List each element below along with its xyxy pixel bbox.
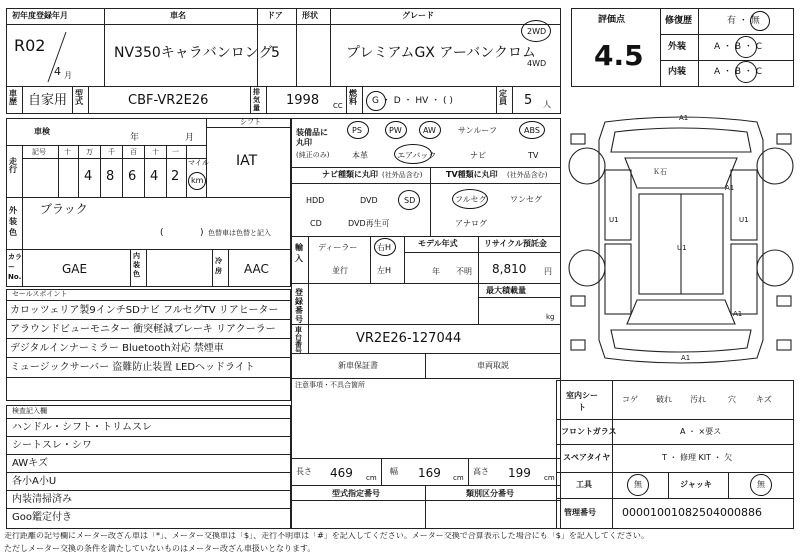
digit-header-4: 百 [130,148,137,156]
max-load-label: 最大積載量 [486,286,526,295]
inspection-year-unit: 年 [130,133,140,143]
mgmt-value: 00001001082504000886 [622,506,762,519]
equip-leather: 本革 [352,151,368,160]
drive-4wd: 4WD [527,59,547,68]
type-cert-label: 型式指定番号 [332,489,380,498]
mgmt-label: 管理番号 [564,508,596,517]
sales-point-line-2: アラウンドビューモニター 衝突軽減ブレーキ リアクーラー [10,324,276,335]
code-value: GAE [62,262,88,276]
shift-value: IAT [236,153,258,169]
interior-color-label: 内装色 [133,252,140,278]
chassis-value: VR2E26-127044 [356,331,462,346]
restore-options: 有 ・ 無 [727,16,760,26]
digit-3: 4 [150,169,159,184]
digit-header-1: 十 [64,148,71,156]
notes-table [291,378,561,459]
width-unit: cm [453,474,464,482]
mark-u1-right: U1 [739,216,749,224]
model-year-unit: 年 [432,267,440,276]
footer-line-1: 走行距離の記号欄にメーター改ざん車は「*」、メーター交換車は「$」、走行不明車は「#」を記入してください。メーター交換で合算表示した場合にも「$」を記入してください。 [4,532,649,540]
model-year-label: モデル年式 [418,239,458,248]
km-label: km [191,176,204,185]
grade-value: プレミアムGX アーバンクロム [346,45,536,61]
capacity-value: 5 [524,93,533,108]
equip-tv: TV [528,151,539,160]
spare-label: スペアタイヤ [563,453,611,462]
length-label: 長さ [296,467,312,476]
inspector-line-3: AWキズ [12,458,48,469]
model-value: CBF-VR2E26 [128,93,209,108]
digit-header-2: 万 [86,148,93,156]
color-label: 外装色 [9,206,17,237]
inspector-label: 検査記入欄 [12,407,47,415]
width-value: 169 [418,466,441,480]
inspection-label: 車検 [34,127,50,136]
glass-label: フロントガラス [561,427,617,436]
door-value: 5 [271,45,280,61]
model-year-value: 不明 [456,267,472,276]
inspection-month-unit: 月 [185,133,195,143]
max-load-unit: kg [546,313,555,321]
equipment-sub-label: (純正のみ) [296,151,330,159]
equipment-label: 装備品に丸印 [296,128,328,147]
restore-none-circle [750,11,770,31]
equip-navi: ナビ [470,151,486,160]
navi-dvd: DVD [360,196,378,205]
import-label: 輸入 [295,243,303,263]
equip-pw: PW [389,126,402,135]
sales-points-label: セールスポイント [12,290,68,298]
color-note-open: ( [160,228,164,238]
digit-header-3: 千 [108,148,115,156]
score-label: 評価点 [598,15,626,25]
exterior-label: 外装 [668,42,687,52]
year-label: 初年度登録年月 [12,11,68,20]
tv-note: (社外品含む) [507,171,548,179]
digit-0: 4 [84,169,93,184]
import-dealer: ディーラー [318,243,358,252]
digit-header-6: 一 [172,148,179,156]
shape-label: 形状 [302,11,318,20]
grade-label: グレード [402,11,434,20]
width-label: 幅 [390,467,398,476]
height-label: 高さ [473,467,489,476]
inspector-line-5: 内装清掃済み [12,494,72,505]
mark-u1-left: U1 [609,216,619,224]
mark-a1-front: A1 [679,114,689,122]
inspector-line-4: 各小A小U [12,476,57,487]
warranty-label: 新車保証書 [338,361,378,370]
equip-aw: AW [423,126,436,135]
navi-cd: CD [310,219,322,228]
mark-a1-rear: A1 [681,354,691,362]
tv-label: TV種類に丸印 [446,170,498,179]
name-label: 車名 [170,11,186,20]
tv-oneseg: ワンセグ [510,195,542,204]
ac-label: 冷房 [215,257,222,275]
class-label: 類別区分番号 [466,489,514,498]
notes-label: 注意事項・不具合箇所 [295,381,365,389]
door-label: ドア [267,11,283,20]
mile-label: マイル [188,159,209,167]
restore-label: 修復歴 [665,16,693,26]
displacement-label: 排気量 [253,88,260,112]
inspector-line-2: シートスレ・シワ [12,440,92,451]
model-label: 型式 [75,89,83,106]
manual-label: 車両取説 [477,361,509,370]
mark-u1-roof: U1 [677,244,687,252]
displacement-unit: CC [333,102,343,110]
digit-header-0: 記号 [32,148,46,156]
fuel-options: G ・ D ・ HV ・ ( ) [372,96,453,106]
mark-a1-rear-right: A1 [733,310,743,318]
seat-option-3: 汚れ [690,395,706,404]
length-unit: cm [366,474,377,482]
navi-dvd-play: DVD再生可 [348,219,390,228]
color-value: ブラック [40,202,88,216]
tools-value: 無 [634,480,642,489]
drive-2wd: 2WD [527,27,547,36]
recycle-label: リサイクル預託金 [484,239,547,248]
score-value: 4.5 [594,39,644,72]
recycle-unit: 円 [544,267,552,276]
month-unit: 月 [64,71,72,80]
navi-sd: SD [404,196,416,205]
navi-hdd: HDD [306,196,325,205]
tv-analog: アナログ [455,219,487,228]
interior-label: 内装 [668,67,687,77]
mark-a1-right: A1 [725,184,735,192]
inspector-line-1: ハンドル・シフト・トリムスレ [12,422,152,433]
seat-option-1: コゲ [622,395,638,404]
height-value: 199 [508,466,531,480]
registration-label: 登録番号 [295,288,303,324]
equip-sunroof: サンルーフ [458,126,497,135]
digit-2: 6 [128,169,137,184]
color-note-close: ) [200,228,204,238]
interior-options: A ・ B ・ C [714,67,763,77]
digit-1: 8 [106,169,115,184]
import-left: 左H [377,266,392,275]
sales-point-line-4: ミュージックサーバー 盗難防止装置 LEDヘッドライト [10,362,255,373]
footer-line-2: ただしメーター交換の条件を満たしていないものはメーター改ざん車扱いとなります。 [4,544,316,553]
shift-label: シフト [240,118,261,126]
seat-label: 室内シート [566,391,598,412]
usage-value: 自家用 [28,93,68,108]
chassis-label: 車台番号 [295,326,302,355]
sales-point-line-1: カロッツェリア製9インチSDナビ フルセグTV リアヒーター [10,305,279,316]
import-right: 右H [377,243,392,252]
equip-ps: PS [352,126,362,135]
fuel-label: 燃料 [349,89,357,106]
sales-point-line-3: デジタルインナーミラー Bluetooth対応 禁煙車 [10,343,224,354]
digit-4: 2 [171,169,180,184]
car-damage-diagram [565,110,797,370]
height-unit: cm [544,474,555,482]
seat-option-5: キズ [756,395,772,404]
usage-label: 車歴 [9,89,17,106]
mark-stone: Ｋ石 [653,168,667,176]
exterior-b-circle [735,36,757,58]
capacity-label: 定員 [499,89,507,106]
seat-option-2: 破れ [656,395,672,404]
month-value: 4 [54,65,61,78]
glass-options: A ・ ×要ス [680,427,722,436]
mileage-label: 走行 [9,157,17,174]
jack-value: 無 [757,480,765,489]
code-label: カラーNo. [8,253,22,281]
equip-airbag: エアバック [397,151,437,160]
warranty-table [291,353,561,379]
spare-options: T ・ 修理 KIT ・ 欠 [662,453,733,462]
equip-abs: ABS [524,126,540,135]
navi-label: ナビ種類に丸印 [322,170,378,179]
navi-note: (社外品含む) [382,171,423,179]
color-note: 色替車は色替と記入 [208,229,271,237]
tv-fullseg: フルセグ [455,195,487,204]
year-value: R02 [14,36,46,55]
capacity-unit: 人 [543,100,551,109]
interior-b-circle [735,61,757,83]
displacement-value: 1998 [286,93,320,108]
recycle-value: 8,810 [492,262,527,276]
name-value: NV350キャラバンロング [114,45,273,61]
length-value: 469 [330,466,353,480]
import-parallel: 並行 [332,266,348,275]
exterior-options: A ・ B ・ C [714,42,763,52]
row2-table [6,86,561,114]
jack-label: ジャッキ [680,480,712,489]
ac-value: AAC [244,262,269,276]
seat-option-4: 穴 [728,395,736,404]
tools-label: 工具 [576,480,592,489]
inspector-line-6: Goo鑑定付き [12,512,72,523]
digit-header-5: 十 [152,148,159,156]
